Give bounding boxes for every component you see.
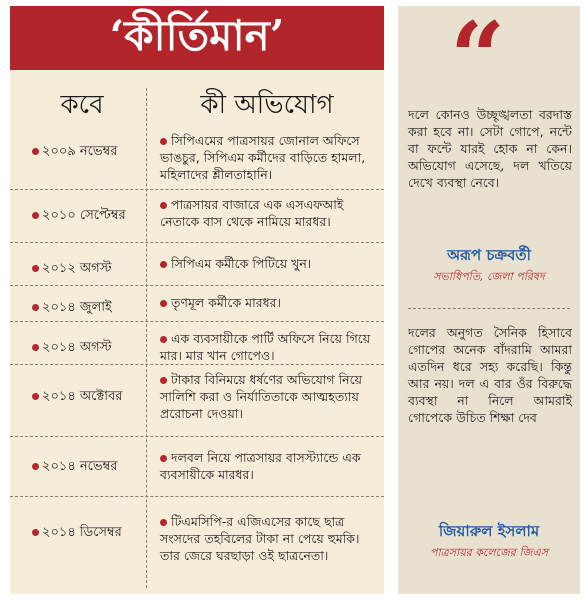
row-date: ২০১৪ নভেম্বর	[42, 459, 118, 474]
row-date: ২০১৪ জুলাই	[42, 300, 112, 315]
column-divider	[146, 88, 147, 588]
row-description: তৃণমূল কর্মীকে মারধর।	[171, 295, 281, 310]
bullet-icon	[160, 519, 167, 526]
quote-text-2: দলের অনুগত সৈনিক হিসাবে গোপের অনেক বাঁদরামি আমরা এতদিন ধরে সহ্য করেছি। কিন্তু আর নয়। দল এ বার ওঁর বিরুদ্ধে ব্যবস্থা না নিলে আমরাই গোপেকে উচিত শিক্ষা দেব	[408, 325, 572, 425]
row-divider	[10, 189, 384, 190]
bullet-icon	[32, 529, 39, 536]
row-date: ২০১৪ অক্টোবর	[42, 389, 123, 404]
bullet-icon	[160, 261, 167, 268]
speaker-name-1: অরূপ চক্রবর্তী	[447, 246, 531, 264]
row-divider	[10, 242, 384, 243]
row-description: টিএমসিপি-র এজিএসের কাছে ছাত্র সংসদের তহবিলের টাকা না পেয়ে হুমকি। তার জেরে ঘরছাড়া ওই ছাত্রনেতা।	[160, 514, 360, 563]
quote-divider	[408, 308, 570, 309]
speaker-role-1: সভাধিপতি, জেলা পরিষদ	[433, 270, 545, 283]
column-header-when: কবে	[60, 90, 104, 120]
row-date: ২০০৯ নভেম্বর	[42, 144, 118, 159]
row-date: ২০১৪ ডিসেম্বর	[42, 525, 122, 540]
row-description: সিপিএমের পাত্রসায়র জোনাল অফিসে ভাঙচুর, সিপিএম কর্মীদের বাড়িতে হামলা, মহিলাদের শ্লীলতাহানি।	[160, 133, 366, 182]
row-date: ২০১৪ অগস্ট	[42, 340, 112, 355]
row-description: সিপিএম কর্মীকে পিটিয়ে খুন।	[171, 256, 312, 271]
row-description: পাত্রসায়র বাজারে এক এসএফআই নেতাকে বাস থেকে নামিয়ে মারধর।	[160, 197, 344, 229]
bullet-icon	[160, 377, 167, 384]
timeline-panel	[10, 6, 384, 594]
bullet-icon	[160, 336, 167, 343]
row-date: ২০১০ সেপ্টেম্বর	[42, 208, 126, 223]
row-divider	[10, 285, 384, 286]
row-divider	[10, 436, 384, 437]
panel-title: ‘কীর্তিমান’	[10, 6, 384, 70]
bullet-icon	[32, 148, 39, 155]
row-divider	[10, 364, 384, 365]
bullet-icon	[32, 463, 39, 470]
quote-text-1: দলে কোনও উচ্ছৃঙ্খলতা বরদাস্ত করা হবে না। সেটা গোপে, নন্টে বা ফন্টে যারই হোক না কেন। অভিযোগ এসেছে, দল খতিয়ে দেখে ব্যবস্থা নেবে।	[408, 107, 572, 190]
bullet-icon	[160, 455, 167, 462]
bullet-icon	[160, 300, 167, 307]
bullet-icon	[32, 304, 39, 311]
row-date: ২০১২ অগস্ট	[42, 261, 112, 276]
quote-mark-icon: “	[450, 1, 506, 114]
row-divider	[10, 496, 384, 497]
bullet-icon	[160, 202, 167, 209]
column-header-allegation: কী অভিযোগ	[200, 90, 334, 120]
bullet-icon	[32, 212, 39, 219]
speaker-name-2: জিয়ারুল ইসলাম	[438, 522, 540, 540]
row-description: এক ব্যবসায়ীকে পার্টি অফিসে নিয়ে গিয়ে মার। মার খান গোপেও।	[160, 331, 371, 363]
quotes-panel	[398, 1, 580, 594]
bullet-icon	[32, 393, 39, 400]
bullet-icon	[32, 265, 39, 272]
row-divider	[10, 321, 384, 322]
row-description: দলবল নিয়ে পাত্রসায়র বাসস্ট্যান্ডে এক ব্যবসায়ীকে মারধর।	[160, 450, 361, 482]
speaker-role-2: পাত্রসায়র কলেজের জিএস	[430, 546, 548, 559]
bullet-icon	[32, 344, 39, 351]
row-description: টাকার বিনিময়ে ধর্ষণের অভিযোগ নিয়ে সালিশি করা ও নির্যাতিতাকে আত্মহত্যায় প্ররোচনা দেওয়া।	[160, 372, 363, 421]
bullet-icon	[160, 138, 167, 145]
